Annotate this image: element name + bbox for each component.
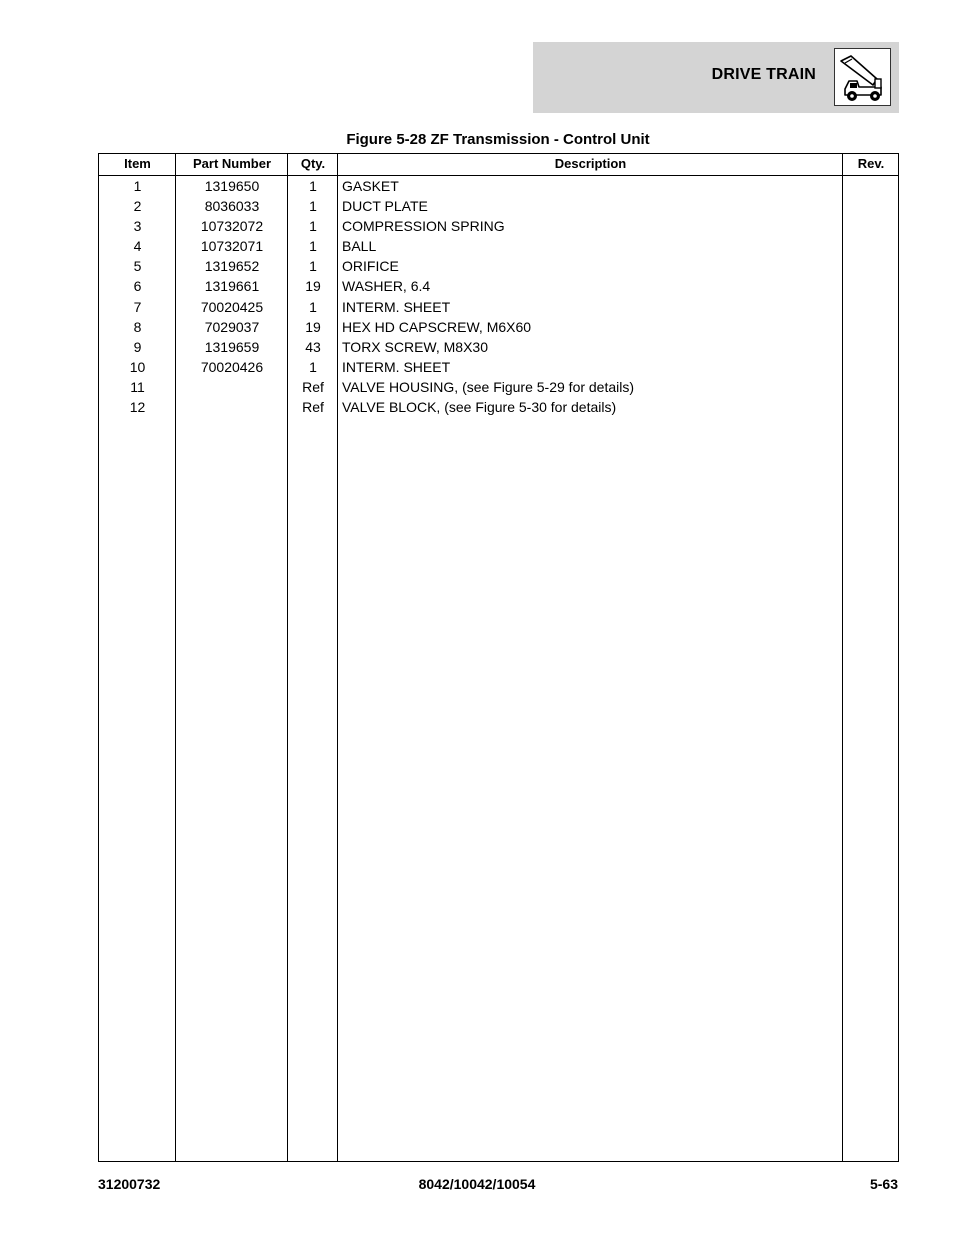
revision xyxy=(843,297,899,317)
quantity: 43 xyxy=(305,338,321,355)
part-number: 1319659 xyxy=(204,338,260,355)
model-numbers: 8042/10042/10054 xyxy=(418,1176,536,1192)
part-number: 8036033 xyxy=(204,198,260,215)
revision xyxy=(843,196,899,216)
section-header xyxy=(533,42,899,113)
item-number: 2 xyxy=(133,198,142,215)
item-number: 4 xyxy=(133,238,142,255)
part-number: 1319652 xyxy=(204,258,260,275)
column-header-rev: Rev. xyxy=(857,156,885,171)
revision xyxy=(843,317,899,337)
part-number: 70020426 xyxy=(200,358,264,375)
part-number xyxy=(176,377,288,397)
quantity: Ref xyxy=(302,399,324,416)
quantity: 1 xyxy=(309,178,317,194)
description: INTERM. SHEET xyxy=(342,298,451,315)
description: GASKET xyxy=(342,178,399,194)
description: COMPRESSION SPRING xyxy=(342,218,505,235)
column-header-item: Item xyxy=(124,156,151,171)
table-body xyxy=(99,176,898,417)
revision xyxy=(843,236,899,256)
quantity: 1 xyxy=(309,298,317,315)
description: DUCT PLATE xyxy=(342,198,428,215)
table-row xyxy=(99,377,898,397)
table-header-row xyxy=(99,154,898,176)
table-row xyxy=(99,256,898,276)
item-number: 11 xyxy=(130,378,145,395)
telehandler-icon xyxy=(834,48,891,106)
item-number: 12 xyxy=(129,399,146,416)
item-number: 5 xyxy=(133,258,142,275)
quantity: 19 xyxy=(305,278,321,295)
revision xyxy=(843,276,899,296)
table-row xyxy=(99,337,898,357)
part-number: 10732071 xyxy=(200,238,264,255)
table-row xyxy=(99,297,898,317)
revision xyxy=(843,397,899,417)
description: WASHER, 6.4 xyxy=(342,278,431,295)
figure-title: Figure 5-28 ZF Transmission - Control Unit xyxy=(346,131,650,148)
page-number: 5-63 xyxy=(869,1176,898,1192)
quantity: 1 xyxy=(309,238,317,255)
part-number xyxy=(176,397,288,417)
description: BALL xyxy=(342,238,377,255)
table-row xyxy=(99,216,898,236)
item-number: 10 xyxy=(129,358,146,375)
quantity: 1 xyxy=(309,258,317,275)
table-row xyxy=(99,397,898,417)
column-header-qty: Qty. xyxy=(300,156,326,171)
quantity: 1 xyxy=(309,218,317,235)
part-number: 1319661 xyxy=(204,278,260,295)
revision xyxy=(843,216,899,236)
item-number: 7 xyxy=(133,298,142,315)
parts-table xyxy=(98,153,899,1162)
document-number: 31200732 xyxy=(98,1176,161,1192)
table-row xyxy=(99,236,898,256)
part-number: 1319650 xyxy=(204,178,260,194)
part-number: 10732072 xyxy=(200,218,264,235)
revision xyxy=(843,256,899,276)
description: INTERM. SHEET xyxy=(342,358,451,375)
table-row xyxy=(99,317,898,337)
quantity: 1 xyxy=(309,358,317,375)
description: TORX SCREW, M8X30 xyxy=(342,338,489,355)
column-header-part-number: Part Number xyxy=(192,156,272,171)
part-number: 70020425 xyxy=(200,298,264,315)
table-row xyxy=(99,357,898,377)
column-header-description: Description xyxy=(554,156,627,171)
section-title: DRIVE TRAIN xyxy=(711,66,816,83)
revision xyxy=(843,377,899,397)
quantity: Ref xyxy=(302,378,324,395)
part-number: 7029037 xyxy=(204,318,260,335)
description: VALVE BLOCK, (see Figure 5-30 for details) xyxy=(342,399,617,416)
revision xyxy=(843,337,899,357)
table-row xyxy=(99,276,898,296)
quantity: 19 xyxy=(305,318,321,335)
table-row xyxy=(99,176,898,196)
quantity: 1 xyxy=(309,198,317,215)
item-number: 8 xyxy=(133,318,142,335)
item-number: 6 xyxy=(133,278,142,295)
table-row xyxy=(99,196,898,216)
description: VALVE HOUSING, (see Figure 5-29 for details) xyxy=(342,378,635,395)
item-number: 9 xyxy=(133,338,142,355)
item-number: 3 xyxy=(133,218,142,235)
revision xyxy=(843,176,899,196)
description: ORIFICE xyxy=(342,258,399,275)
revision xyxy=(843,357,899,377)
item-number: 1 xyxy=(133,178,142,194)
description: HEX HD CAPSCREW, M6X60 xyxy=(342,318,532,335)
